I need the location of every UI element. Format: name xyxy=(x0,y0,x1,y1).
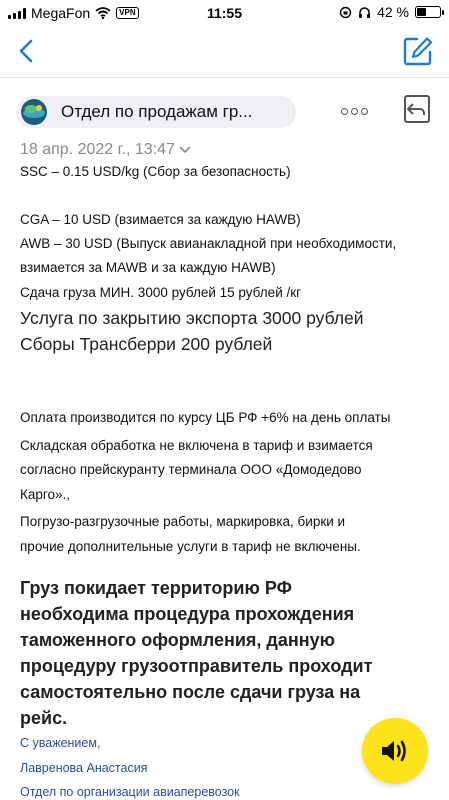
body-line: взимается за MAWB и за каждую HAWB) xyxy=(20,260,276,275)
sender-chip[interactable] xyxy=(16,96,296,128)
signature-line: Отдел по организации авиаперевозок xyxy=(20,785,240,799)
status-bar xyxy=(0,0,449,26)
date-text: 18 апр. 2022 г., 13:47 xyxy=(20,141,175,158)
status-time: 11:55 xyxy=(206,5,243,21)
carrier-name: MegaFon xyxy=(31,5,91,21)
body-line: AWB – 30 USD (Выпуск авианакладной при необходимости, xyxy=(20,236,397,251)
more-options-button[interactable] xyxy=(337,101,371,121)
signature-line: Лавренова Анастасия xyxy=(20,761,148,775)
bold-notice-line: самостоятельно после сдачи груза на xyxy=(20,682,361,702)
chevron-left-icon xyxy=(14,38,40,64)
orientation-lock-icon xyxy=(339,6,352,19)
speaker-icon xyxy=(380,738,410,764)
dot-icon xyxy=(341,108,348,115)
body-cut-line: SSC – 0.15 USD/kg (Сбор за безопасность) xyxy=(20,164,291,179)
body-line: Сдача груза МИН. 3000 рублей 15 рублей /кг xyxy=(20,285,302,300)
bold-notice-line: процедуру грузоотправитель проходит xyxy=(20,656,373,676)
signature-line: С уважением, xyxy=(20,736,101,750)
payment-line: Складская обработка не включена в тариф и взимается xyxy=(20,438,373,453)
payment-line: Погрузо-разгрузочные работы, маркировка, бирки и xyxy=(20,514,346,529)
status-right xyxy=(339,4,441,20)
reply-button[interactable] xyxy=(400,93,434,125)
sender-name: Отдел по продажам гр... xyxy=(61,102,253,121)
body-line: CGA – 10 USD (взимается за каждую HAWB) xyxy=(20,212,301,227)
bold-notice-line: необходима процедура прохождения xyxy=(20,604,355,624)
reply-icon xyxy=(400,93,434,125)
body-highlight-line: Услуга по закрытию экспорта 3000 рублей xyxy=(20,308,364,328)
battery-percent: 42 % xyxy=(377,4,409,20)
dot-icon xyxy=(361,108,368,115)
read-aloud-button[interactable] xyxy=(362,718,428,784)
battery-icon xyxy=(415,6,441,18)
avatar xyxy=(19,97,49,127)
back-button[interactable] xyxy=(14,38,40,64)
dot-icon xyxy=(351,108,358,115)
payment-line: Карго»., xyxy=(20,487,71,502)
payment-line: Оплата производится по курсу ЦБ РФ +6% на день оплаты xyxy=(20,410,391,425)
compose-icon xyxy=(403,36,433,66)
battery-fill xyxy=(417,8,426,16)
vpn-badge: VPN xyxy=(116,7,138,19)
bold-notice-line: Груз покидает территорию РФ xyxy=(20,578,292,598)
chevron-down-icon xyxy=(179,146,191,154)
bold-notice-line: рейс. xyxy=(20,708,68,728)
bold-notice-line: таможенного оформления, данную xyxy=(20,630,335,650)
body-highlight-line: Сборы Трансберри 200 рублей xyxy=(20,334,273,354)
nav-bar xyxy=(0,26,449,78)
headphones-icon xyxy=(358,6,371,19)
compose-button[interactable] xyxy=(403,36,433,66)
payment-line: согласно прейскуранту терминала ООО «Домодедово xyxy=(20,462,362,477)
email-date[interactable] xyxy=(20,141,191,159)
email-body xyxy=(20,160,440,800)
payment-line: прочие дополнительные услуги в тариф не включены. xyxy=(20,539,361,554)
